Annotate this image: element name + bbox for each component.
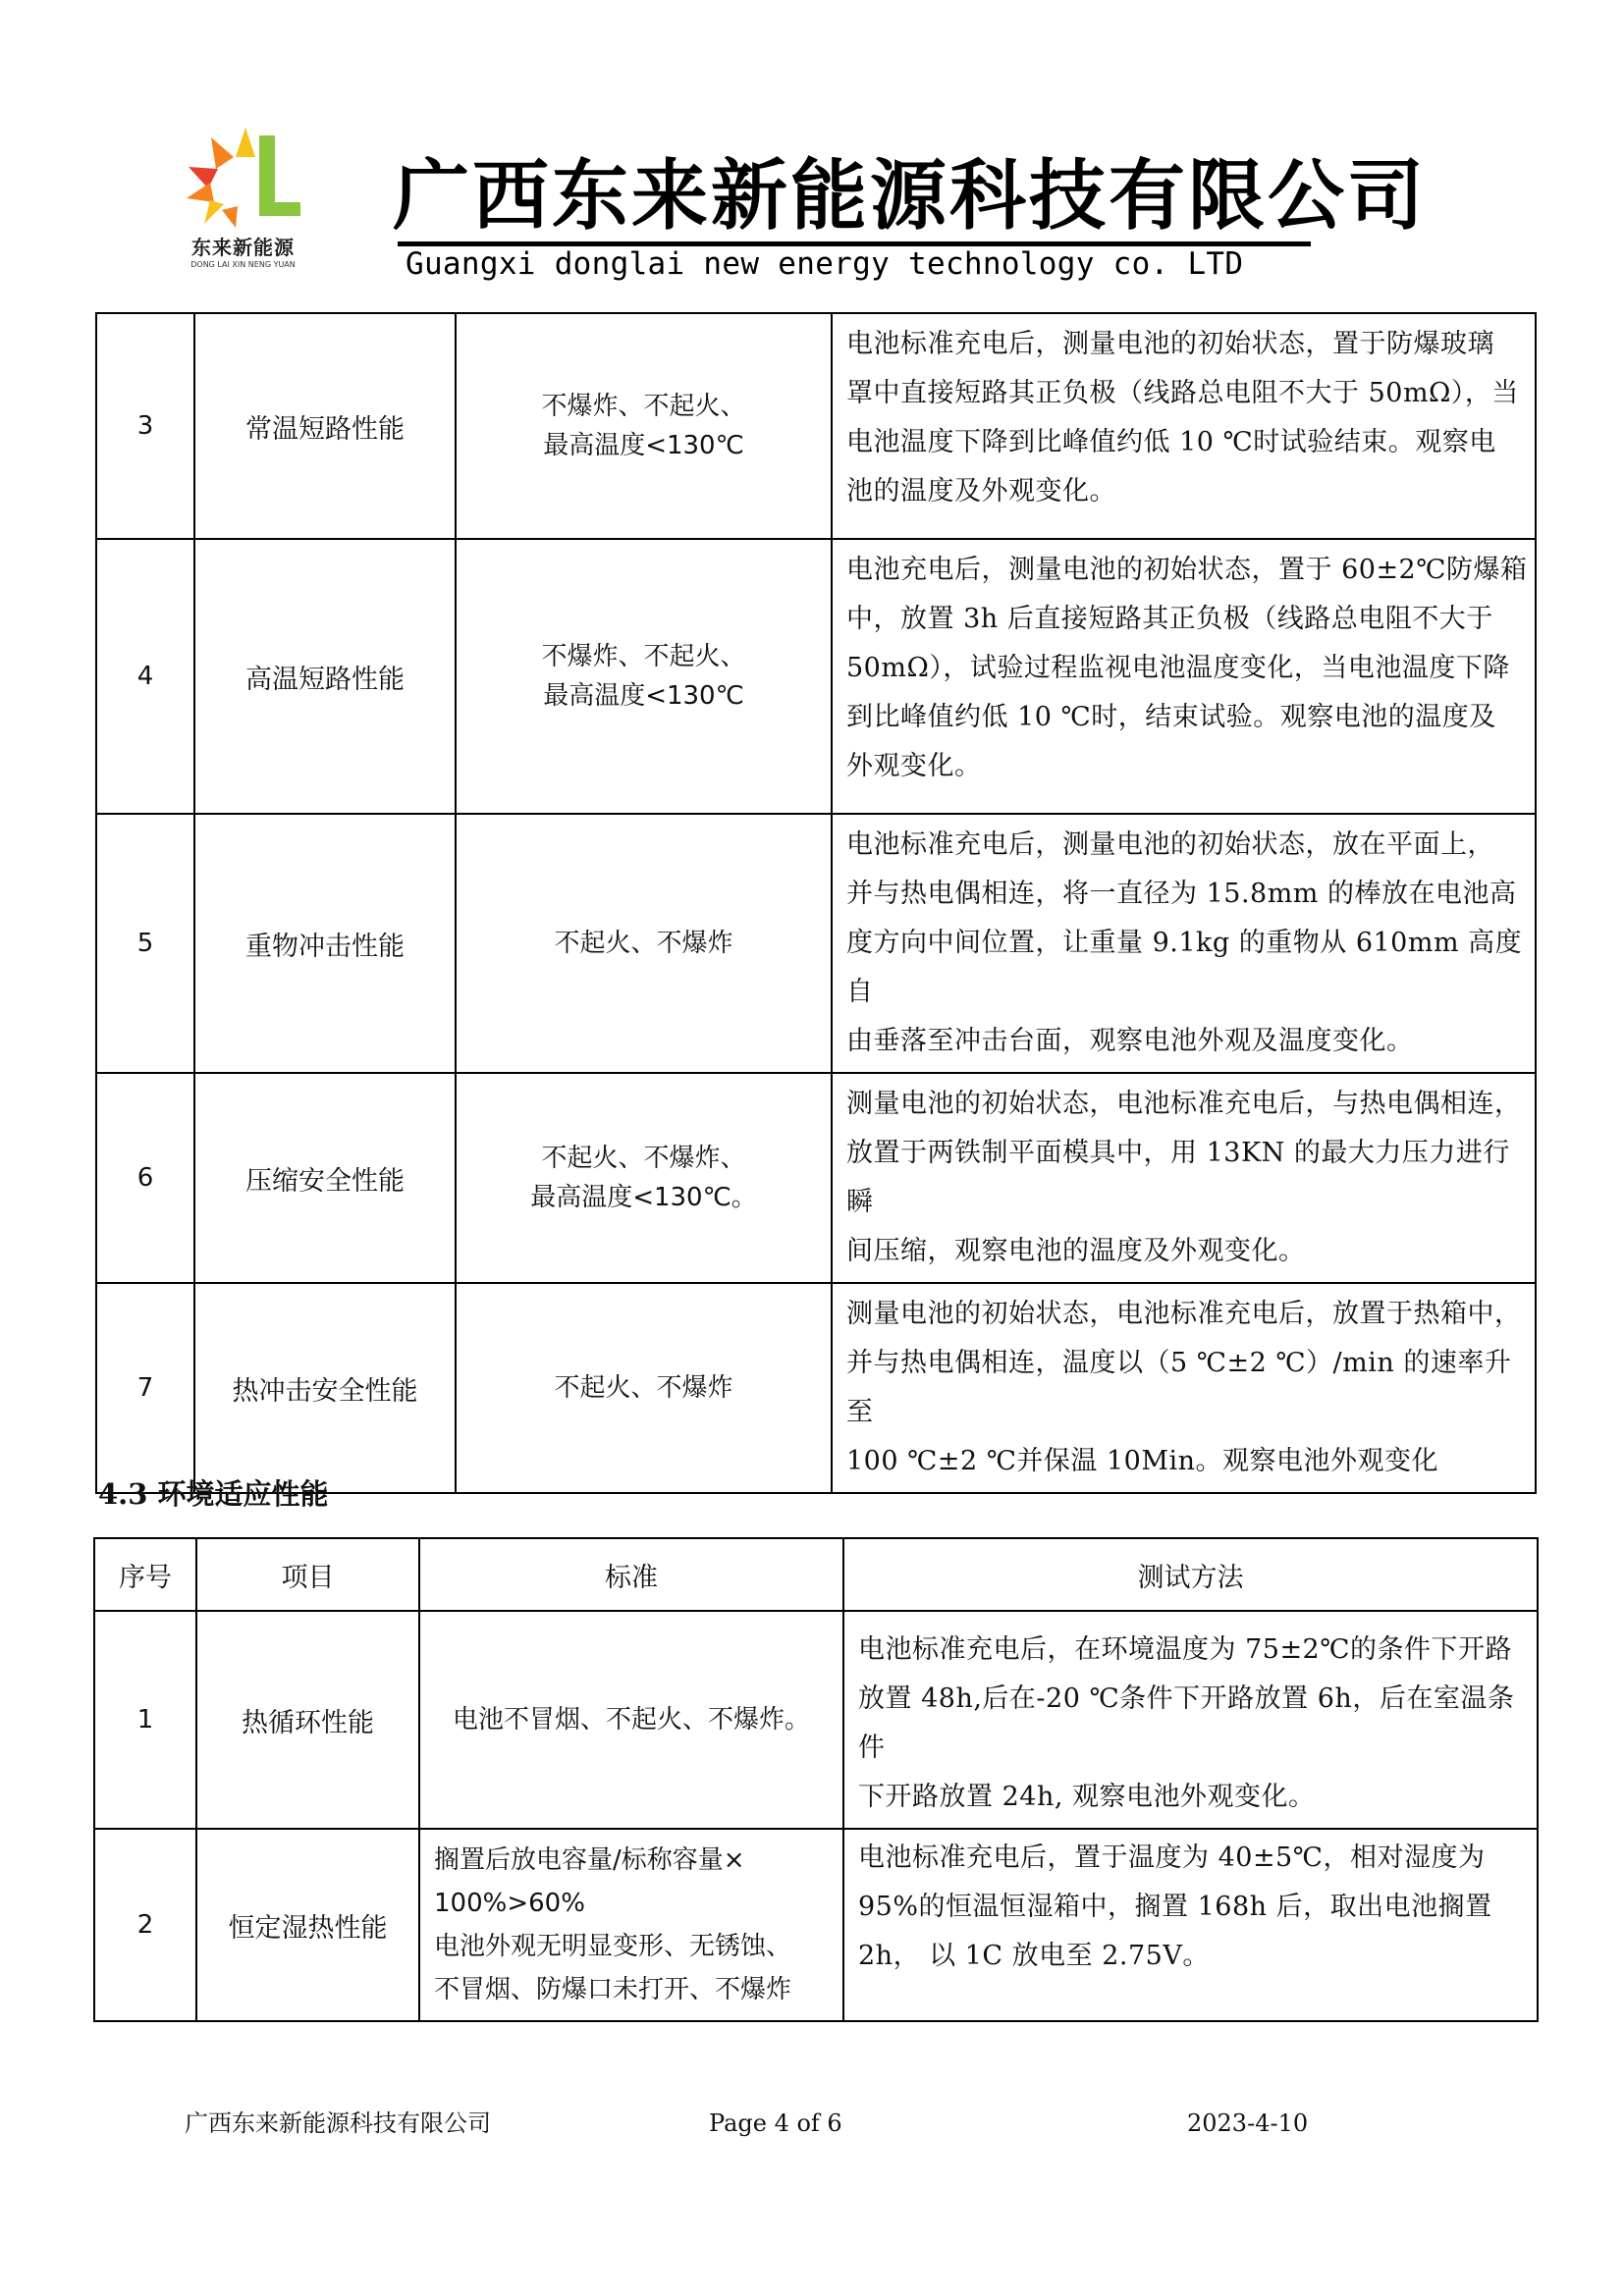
header-item: 项目 (196, 1538, 419, 1611)
logo-chinese-text: 东来新能源 (191, 236, 295, 259)
table-header-row (94, 1538, 1538, 1611)
row-method: 电池标准充电后，置于温度为 40±5℃，相对湿度为 95%的恒温恒湿箱中，搁置 168h 后，取出电池搁置 2h， 以 1C 放电至 2.75V。 (843, 1829, 1538, 2021)
row-item: 重物冲击性能 (194, 814, 456, 1073)
company-name-english: Guangxi donglai new energy technology co. LTD (406, 246, 1244, 282)
row-standard: 搁置后放电容量/标称容量× 100%>60% 电池外观无明显变形、无锈蚀、 不冒烟、防爆口未打开、不爆炸 (419, 1829, 843, 2021)
row-item: 热循环性能 (196, 1611, 419, 1829)
table-row (94, 1611, 1538, 1829)
header-method: 测试方法 (843, 1538, 1538, 1611)
table-row (96, 313, 1536, 539)
row-standard: 不起火、不爆炸、 最高温度<130℃。 (456, 1073, 832, 1283)
row-method: 电池充电后，测量电池的初始状态，置于 60±2℃防爆箱 中，放置 3h 后直接短路其正负极（线路总电阻不大于 50mΩ），试验过程监视电池温度变化，当电池温度下降 到比峰值约低 10 ℃时，结束试验。观察电池的温度及 外观变化。 (832, 539, 1536, 814)
logo-mark-icon (177, 118, 309, 231)
row-number: 7 (96, 1283, 194, 1493)
row-item: 压缩安全性能 (194, 1073, 456, 1283)
table-row (96, 1283, 1536, 1493)
company-name-chinese: 广西东来新能源科技有限公司 (393, 152, 1428, 240)
row-standard: 电池不冒烟、不起火、不爆炸。 (419, 1611, 843, 1829)
row-standard: 不爆炸、不起火、 最高温度<130℃ (456, 313, 832, 539)
row-standard: 不起火、不爆炸 (456, 1283, 832, 1493)
header-standard: 标准 (419, 1538, 843, 1611)
row-item: 高温短路性能 (194, 539, 456, 814)
row-item: 常温短路性能 (194, 313, 456, 539)
environmental-test-table (93, 1537, 1539, 2022)
logo-pinyin-text: DONG LAI XIN NENG YUAN (190, 260, 296, 269)
row-method: 电池标准充电后，测量电池的初始状态，放在平面上， 并与热电偶相连，将一直径为 15.8mm 的棒放在电池高 度方向中间位置，让重量 9.1kg 的重物从 610mm 高度自 由垂落至冲击台面，观察电池外观及温度变化。 (832, 814, 1536, 1073)
company-logo (177, 118, 309, 275)
row-number: 6 (96, 1073, 194, 1283)
footer-company: 广西东来新能源科技有限公司 (185, 2109, 491, 2137)
table-row (96, 539, 1536, 814)
row-standard: 不爆炸、不起火、 最高温度<130℃ (456, 539, 832, 814)
row-method: 电池标准充电后，在环境温度为 75±2℃的条件下开路 放置 48h,后在-20 ℃条件下开路放置 6h，后在室温条件 下开路放置 24h, 观察电池外观变化。 (843, 1611, 1538, 1829)
table-row (96, 1073, 1536, 1283)
row-number: 2 (94, 1829, 196, 2021)
row-standard: 不起火、不爆炸 (456, 814, 832, 1073)
footer-date: 2023-4-10 (1187, 2109, 1309, 2137)
row-item: 恒定湿热性能 (196, 1829, 419, 2021)
footer-page-number: Page 4 of 6 (709, 2109, 842, 2137)
safety-test-table-continued (95, 312, 1537, 1494)
section-title: 4.3 环境适应性能 (98, 1477, 329, 1511)
table-row (94, 1829, 1538, 2021)
row-number: 5 (96, 814, 194, 1073)
row-number: 1 (94, 1611, 196, 1829)
header-no: 序号 (94, 1538, 196, 1611)
row-method: 测量电池的初始状态，电池标准充电后，与热电偶相连， 放置于两铁制平面模具中，用 13KN 的最大力压力进行瞬 间压缩，观察电池的温度及外观变化。 (832, 1073, 1536, 1283)
row-item: 热冲击安全性能 (194, 1283, 456, 1493)
row-method: 测量电池的初始状态，电池标准充电后，放置于热箱中， 并与热电偶相连，温度以（5 ℃±2 ℃）/min 的速率升至 100 ℃±2 ℃并保温 10Min。观察电池外观变化 (832, 1283, 1536, 1493)
table-row (96, 814, 1536, 1073)
row-number: 4 (96, 539, 194, 814)
row-number: 3 (96, 313, 194, 539)
row-method: 电池标准充电后，测量电池的初始状态，置于防爆玻璃 罩中直接短路其正负极（线路总电阻不大于 50mΩ），当 电池温度下降到比峰值约低 10 ℃时试验结束。观察电 池的温度及外观变化。 (832, 313, 1536, 539)
